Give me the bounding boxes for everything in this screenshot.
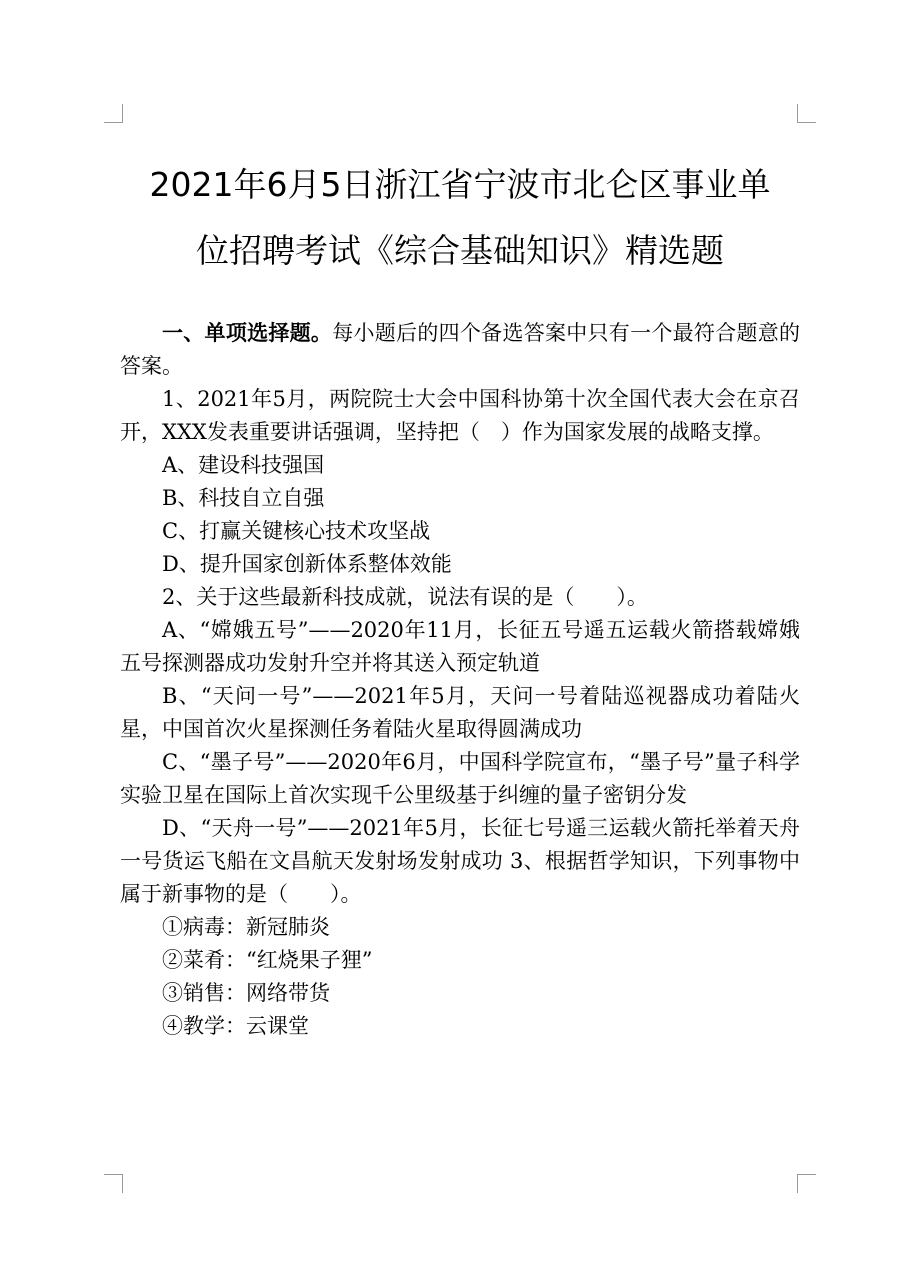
section-instruction: 每小题后的四个备选答案中只有一个最符合题意的答案。 bbox=[120, 321, 801, 378]
question-2-option-c: C、“墨子号”——2020年6月，中国科学院宣布，“墨子号”量子科学实验卫星在国际上首次实现千公里级基于纠缠的量子密钥分发 bbox=[120, 750, 800, 807]
question-3-item-1: ①病毒：新冠肺炎 bbox=[162, 915, 330, 939]
title-line-2: 位招聘考试《综合基础知识》精选题 bbox=[196, 231, 724, 270]
question-1-option-b: B、科技自立自强 bbox=[162, 486, 325, 510]
crop-mark-top-left bbox=[104, 104, 123, 123]
question-1-option-c: C、打赢关键核心技术攻坚战 bbox=[162, 519, 431, 543]
title-line-1: 2021年6月5日浙江省宁波市北仑区事业单 bbox=[149, 165, 771, 204]
document-body bbox=[120, 316, 800, 1043]
question-3-item-3: ③销售：网络带货 bbox=[162, 981, 330, 1005]
document-title bbox=[110, 152, 810, 284]
question-2-option-d: D、“天舟一号”——2021年5月，长征七号遥三运载火箭托举着天舟一号货运飞船在文昌航天发射场发射成功 3、根据哲学知识，下列事物中属于新事物的是（ ）。 bbox=[120, 816, 800, 906]
section-intro bbox=[120, 316, 800, 383]
section-heading: 一、单项选择题。 bbox=[162, 320, 333, 345]
question-2-stem: 2、关于这些最新科技成就，说法有误的是（ ）。 bbox=[162, 585, 648, 609]
question-3-item-2: ②菜肴：“红烧果子狸” bbox=[162, 948, 373, 972]
question-2-option-b: B、“天问一号”——2021年5月，天问一号着陆巡视器成功着陆火星，中国首次火星探测任务着陆火星取得圆满成功 bbox=[120, 684, 800, 741]
crop-mark-bottom-right bbox=[797, 1174, 816, 1193]
crop-mark-top-right bbox=[797, 104, 816, 123]
question-1-option-d: D、提升国家创新体系整体效能 bbox=[162, 552, 452, 576]
question-1-option-a: A、建设科技强国 bbox=[162, 453, 325, 477]
crop-mark-bottom-left bbox=[104, 1174, 123, 1193]
question-1-stem: 1、2021年5月，两院院士大会中国科协第十次全国代表大会在京召开，XXX发表重要讲话强调，坚持把（ ）作为国家发展的战略支撑。 bbox=[120, 387, 800, 444]
question-3-item-4: ④教学：云课堂 bbox=[162, 1014, 309, 1038]
question-2-option-a: A、“嫦娥五号”——2020年11月，长征五号遥五运载火箭搭载嫦娥五号探测器成功发射升空并将其送入预定轨道 bbox=[120, 618, 800, 675]
